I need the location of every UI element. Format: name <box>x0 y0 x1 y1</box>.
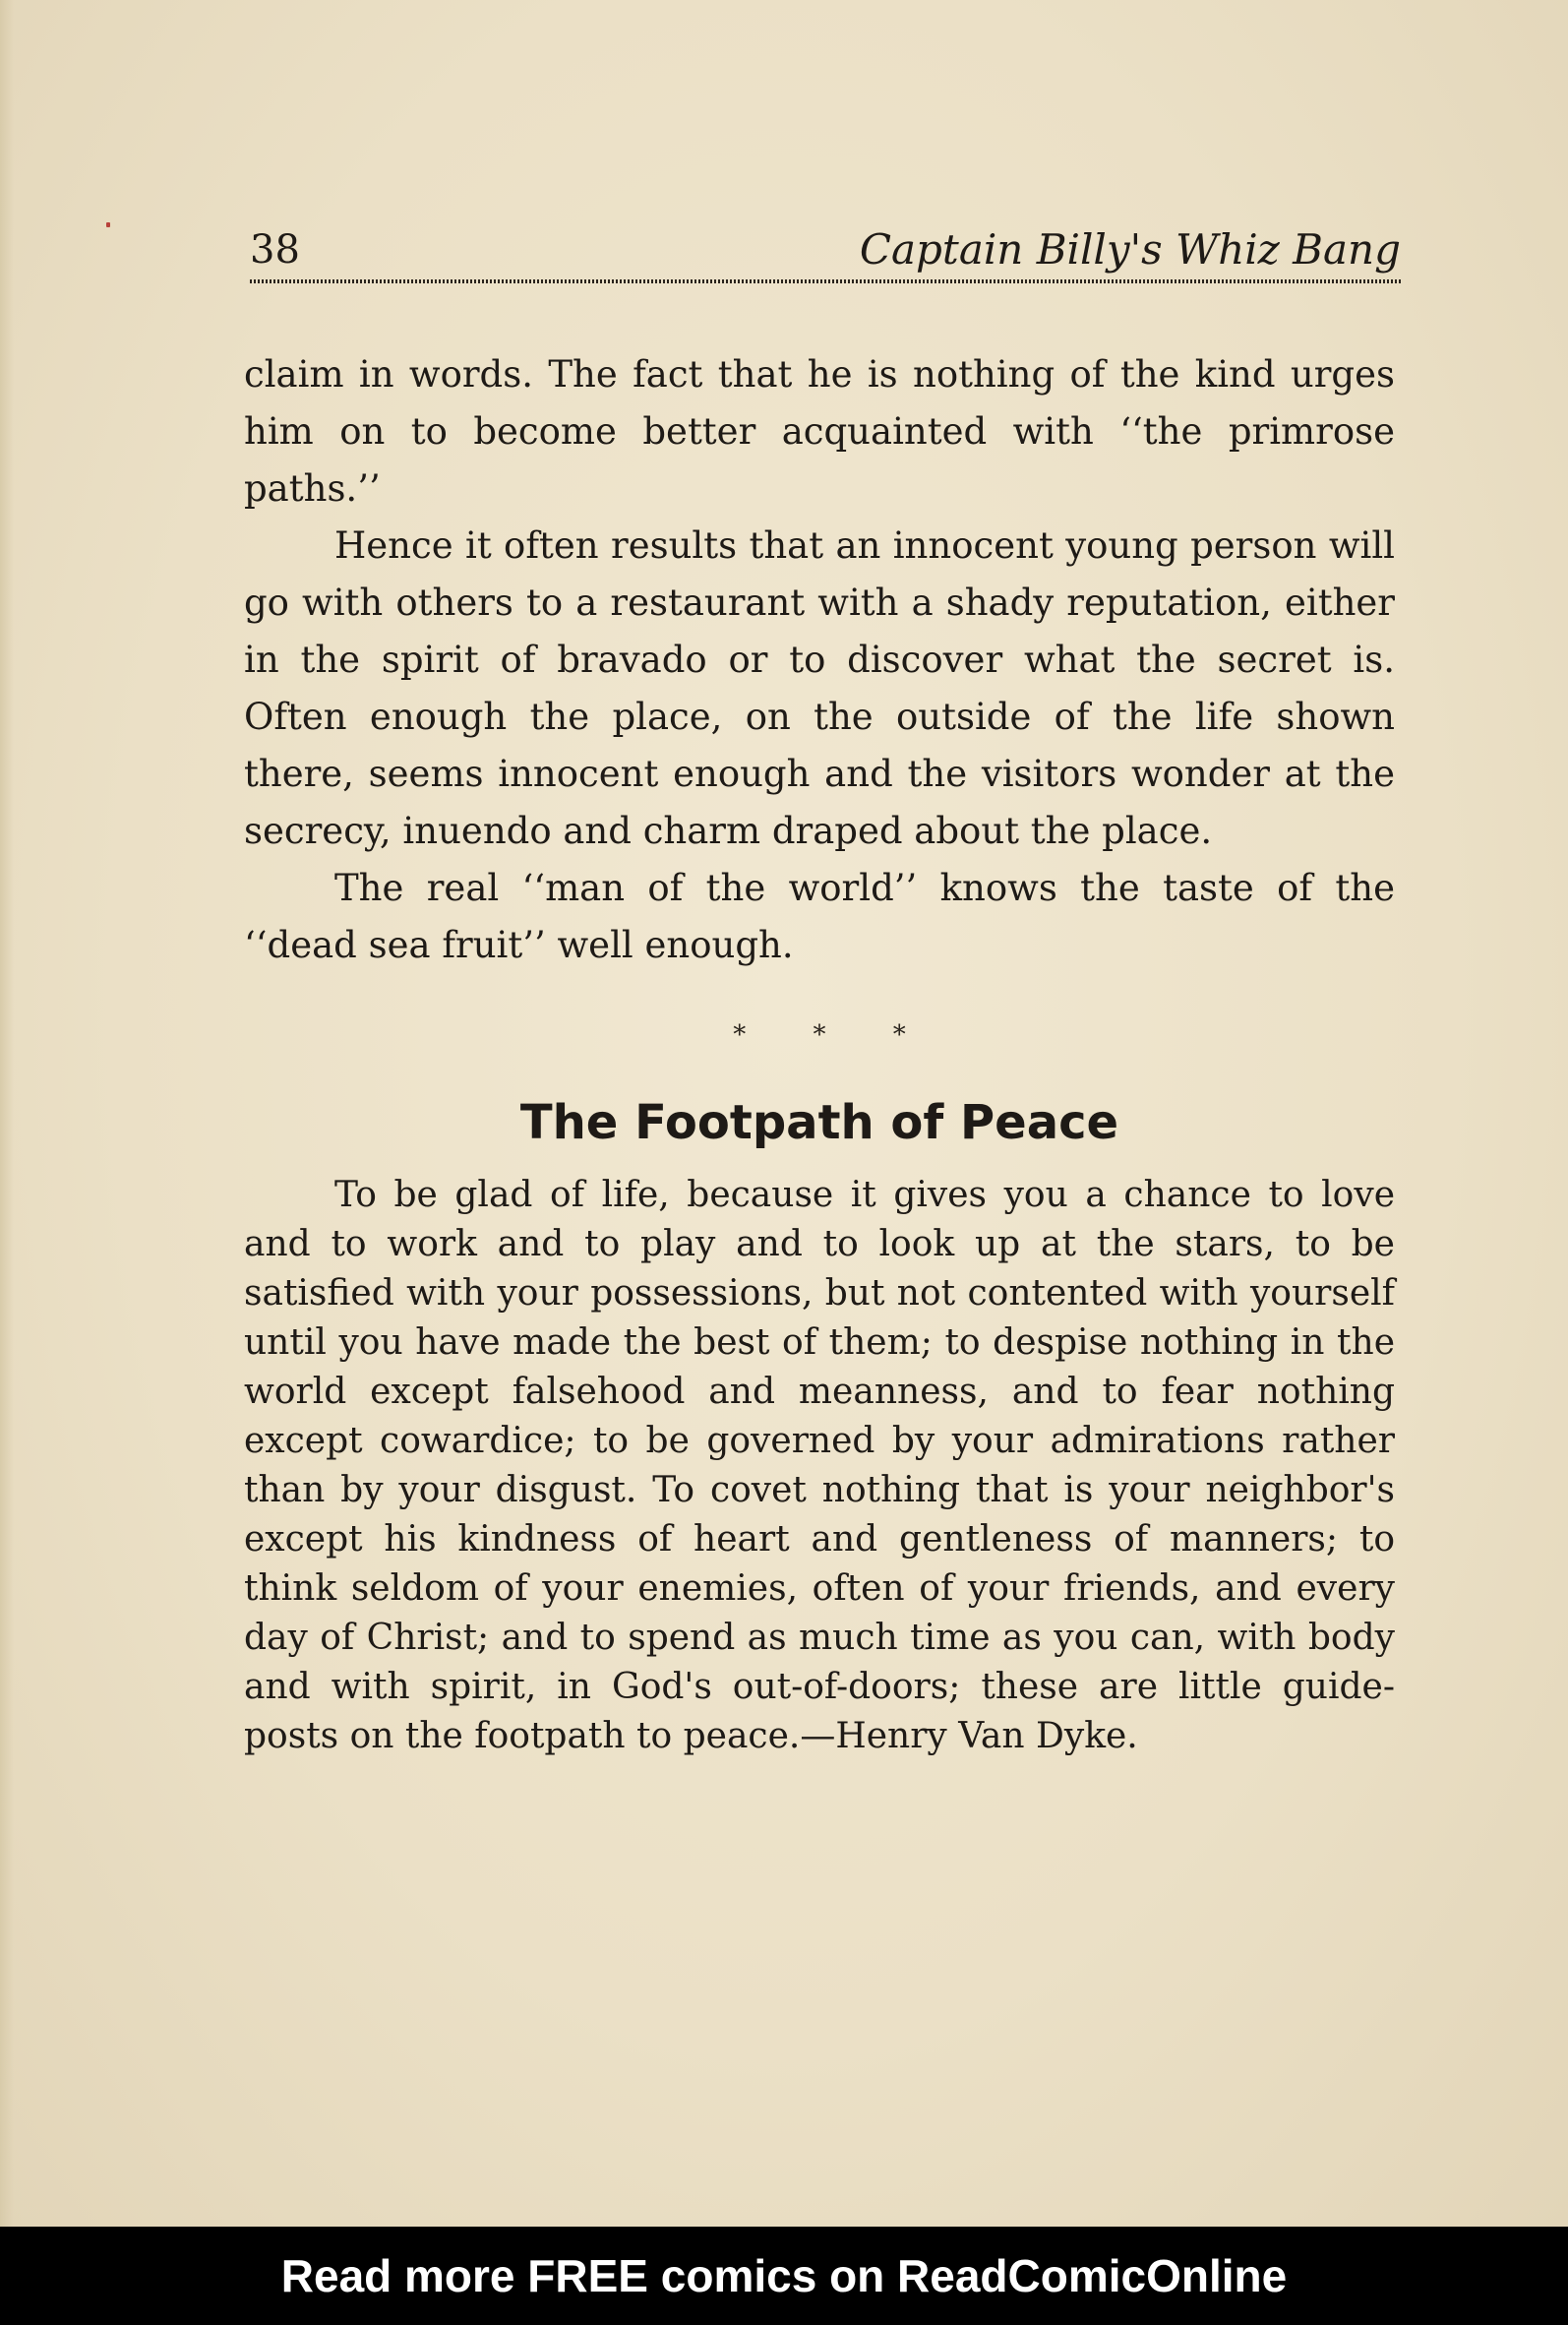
page-edge-shadow <box>0 0 14 2227</box>
page-number: 38 <box>250 227 300 273</box>
header-rule <box>250 279 1401 283</box>
paragraph-continued: claim in words. The fact that he is nothing of the kind urges him on to become better acquainted with ‘‘the primrose paths.’’ <box>244 353 1395 510</box>
footer-banner-text[interactable]: Read more FREE comics on ReadComicOnline <box>280 2250 1288 2301</box>
footer-banner <box>0 2227 1568 2325</box>
running-title: Captain Billy's Whiz Bang <box>859 225 1401 274</box>
paragraph: The real ‘‘man of the world’’ knows the taste of the ‘‘dead sea fruit’’ well enough. <box>244 867 1395 966</box>
paragraph: Hence it often results that an innocent young person will go with others to a restaurant with a shady reputation, either in the spirit of bravado or to discover what the secret is. Often enough the place, on the outside of the life shown there, seems innocent enough and the visitors wonder at the secrecy, inuendo and charm draped about the place. <box>244 524 1395 852</box>
page-body <box>244 346 1395 1761</box>
section-title: The Footpath of Peace <box>519 1095 1119 1150</box>
page-header <box>250 224 1401 283</box>
ink-speck <box>106 222 110 227</box>
section-paragraph: To be glad of life, because it gives you a chance to love and to work and to play and to look up at the stars, to be satisfied with your possessions, but not contented with yourself until you have made the best of them; to despise nothing in the world except falsehood and meanness, and to fear nothing except cowardice; to be governed by your admirations rather than by your disgust. To covet nothing that is your neighbor's except his kindness of heart and gentleness of manners; to think seldom of your enemies, often of your friends, and every day of Christ; and to spend as much time as you can, with body and with spirit, in God's out-of-doors; these are little guide-posts on the footpath to peace.—Henry Van Dyke. <box>244 1175 1395 1756</box>
section-separator: * * * <box>733 1020 906 1050</box>
